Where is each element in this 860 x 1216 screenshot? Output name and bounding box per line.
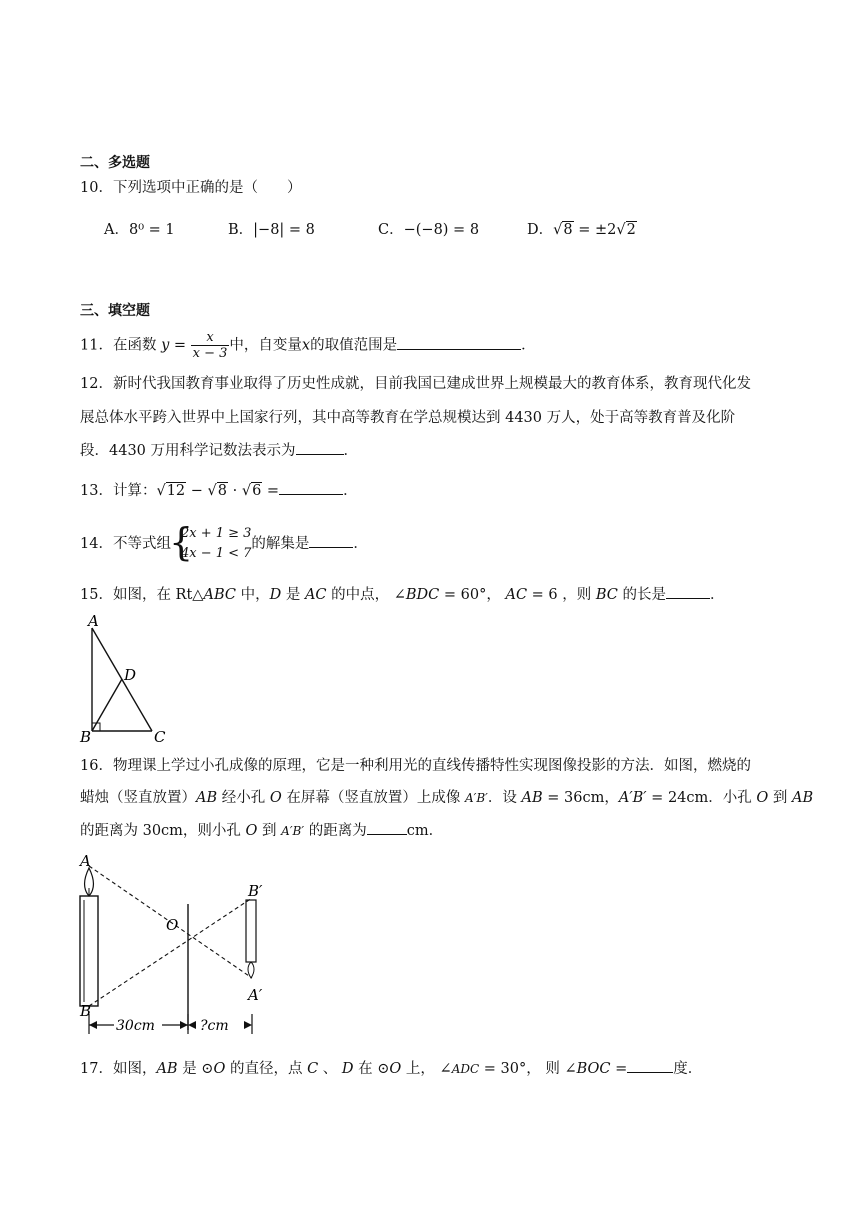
distance-label-unknown: ?cm bbox=[200, 1018, 229, 1034]
label-o: O bbox=[166, 916, 179, 934]
label-a: A bbox=[80, 852, 91, 870]
q17-c: C bbox=[307, 1061, 319, 1077]
question-15 bbox=[80, 584, 725, 605]
q16-ab: AB bbox=[792, 790, 814, 806]
q10-option-b bbox=[228, 220, 315, 240]
answer-blank[interactable] bbox=[627, 1058, 673, 1073]
q16-text: 经小孔 bbox=[217, 790, 270, 806]
q16-text: = 36cm， bbox=[542, 790, 619, 806]
q13-pre: 13．计算： bbox=[80, 483, 157, 499]
q16-text: 的距离为 bbox=[304, 823, 367, 839]
option-label: B． bbox=[228, 222, 254, 238]
q16-unit: cm． bbox=[406, 823, 444, 839]
q11-pre: 11．在函数 bbox=[80, 337, 157, 354]
q15-text: 的长是 bbox=[617, 587, 666, 603]
option-label: C． bbox=[378, 222, 404, 238]
sqrt-sign: √ bbox=[241, 483, 252, 499]
q17-text: 在 ⊙ bbox=[353, 1061, 390, 1077]
q17-text: 17．如图， bbox=[80, 1061, 157, 1077]
answer-blank[interactable] bbox=[309, 533, 353, 548]
label-c: C bbox=[154, 728, 166, 744]
option-expr-mid: = ±2 bbox=[573, 222, 617, 238]
q17-d: D bbox=[341, 1061, 354, 1077]
answer-blank[interactable] bbox=[367, 820, 407, 835]
question-14 bbox=[80, 524, 368, 564]
q15-text: 的中点， ∠ bbox=[326, 587, 406, 603]
distance-label-30cm: 30cm bbox=[116, 1018, 155, 1034]
label-d: D bbox=[124, 666, 137, 684]
q11-end: ． bbox=[521, 337, 536, 354]
q12-line-3-text: 段．4430 万用科学记数法表示为 bbox=[80, 443, 296, 459]
label-a: A bbox=[88, 612, 99, 630]
inequality-1: { 2x + 1 ≥ 3 bbox=[180, 526, 252, 541]
radicand: 6 bbox=[252, 483, 262, 499]
answer-blank[interactable] bbox=[397, 335, 521, 350]
arrowhead bbox=[244, 1021, 252, 1029]
q16-text: ．设 bbox=[487, 790, 522, 806]
question-12-line-1: 12．新时代我国教育事业取得了历史性成就，目前我国已建成世界上规模最大的教育体系，教育现代化发 bbox=[80, 376, 751, 392]
q12-end: ． bbox=[343, 443, 359, 459]
arrowhead bbox=[188, 1021, 196, 1029]
q11-y: y = bbox=[161, 337, 187, 354]
image-candle-flame bbox=[248, 962, 254, 978]
q14-post: 的解集是 bbox=[251, 536, 310, 552]
question-16-line-1: 16．物理课上学过小孔成像的原理，它是一种利用光的直线传播特性实现图像投影的方法．如图，燃烧的 bbox=[80, 758, 751, 774]
question-11 bbox=[80, 330, 536, 361]
q16-o: O bbox=[756, 790, 769, 806]
q17-text: 上， ∠ bbox=[401, 1061, 452, 1077]
q11-post2: 的取值范围是 bbox=[310, 337, 398, 354]
label-b: B bbox=[80, 1002, 92, 1020]
section-heading-fill-in: 三、填空题 bbox=[80, 303, 150, 319]
q17-text: = bbox=[610, 1061, 628, 1077]
q17-text: 是 ⊙ bbox=[177, 1061, 214, 1077]
q10-option-a bbox=[104, 220, 175, 240]
q16-o: O bbox=[269, 790, 282, 806]
option-expr: |−8| = 8 bbox=[253, 222, 315, 238]
fraction-numerator: x bbox=[191, 330, 230, 346]
q17-end: 度． bbox=[673, 1061, 703, 1077]
q17-adc: ADC bbox=[451, 1062, 480, 1076]
q16-apbp: A′B′ bbox=[281, 824, 305, 838]
sqrt-sign: √ bbox=[156, 483, 166, 499]
q10-option-c bbox=[378, 220, 479, 240]
q10-option-d bbox=[527, 220, 637, 240]
image-candle-body bbox=[246, 900, 256, 962]
question-13 bbox=[80, 480, 358, 501]
q16-text: 在屏幕（竖直放置）上成像 bbox=[281, 790, 465, 806]
candle-body bbox=[80, 896, 98, 1006]
q11-var: x bbox=[301, 337, 311, 354]
sqrt-sign: √ bbox=[553, 222, 563, 238]
q15-d: D bbox=[269, 587, 282, 603]
q15-text: 中， bbox=[235, 587, 270, 603]
q15-bc: BC bbox=[595, 587, 618, 603]
arrowhead bbox=[180, 1021, 188, 1029]
q17-ab: AB bbox=[156, 1061, 178, 1077]
inequality-2: 4x − 1 < 7 bbox=[180, 546, 252, 561]
q14-end: ． bbox=[353, 536, 368, 552]
q17-boc: BOC bbox=[576, 1061, 611, 1077]
minus: − bbox=[186, 483, 208, 499]
q17-o: O bbox=[213, 1061, 226, 1077]
q15-bdc: BDC bbox=[405, 587, 440, 603]
sqrt-sign: √ bbox=[207, 483, 217, 499]
q16-apbp: A′B′ bbox=[618, 790, 647, 806]
question-12-line-3 bbox=[80, 440, 358, 461]
option-expr: 8⁰ = 1 bbox=[128, 222, 175, 238]
q16-text: 到 bbox=[257, 823, 282, 839]
q16-ab: AB bbox=[196, 790, 218, 806]
label-a-prime: A′ bbox=[248, 986, 263, 1004]
q16-ab: AB bbox=[521, 790, 543, 806]
q13-end: ． bbox=[343, 483, 358, 499]
q15-text: 是 bbox=[281, 587, 305, 603]
q15-text: = 60°， bbox=[439, 587, 506, 603]
dot: · bbox=[228, 483, 242, 499]
radicand: 8 bbox=[217, 483, 228, 499]
q17-o: O bbox=[389, 1061, 402, 1077]
q11-fraction bbox=[191, 330, 230, 361]
q15-text: = 6 ，则 bbox=[527, 587, 596, 603]
inequality-system bbox=[171, 524, 251, 564]
q16-text: 到 bbox=[768, 790, 792, 806]
q17-text: 、 bbox=[318, 1061, 342, 1077]
ray-b bbox=[89, 898, 252, 1006]
q17-text: 的直径，点 bbox=[225, 1061, 308, 1077]
q16-text: 蜡烛（竖直放置） bbox=[80, 790, 196, 806]
sqrt-sign: √ bbox=[616, 222, 626, 238]
question-16-line-3 bbox=[80, 820, 443, 841]
option-label: D． bbox=[527, 222, 554, 238]
answer-blank[interactable] bbox=[666, 584, 710, 599]
arrowhead bbox=[89, 1021, 97, 1029]
q16-pinhole-figure bbox=[76, 852, 276, 1036]
q15-text: 15．如图，在 Rt△ bbox=[80, 587, 204, 603]
section-heading-multiple-choice: 二、多选题 bbox=[80, 155, 150, 171]
equals: = bbox=[262, 483, 280, 499]
radicand: 8 bbox=[563, 222, 573, 238]
q15-ac: AC bbox=[304, 587, 327, 603]
label-b-prime: B′ bbox=[248, 882, 263, 900]
q16-text: 的距离为 30cm，则小孔 bbox=[80, 823, 246, 839]
q17-text: = 30°， 则 ∠ bbox=[479, 1061, 577, 1077]
q11-post: 中，自变量 bbox=[229, 337, 302, 354]
q16-text: = 24cm．小孔 bbox=[646, 790, 757, 806]
option-expr: −(−8) = 8 bbox=[403, 222, 480, 238]
question-17 bbox=[80, 1058, 702, 1079]
radicand: 2 bbox=[626, 222, 636, 238]
fraction-denominator: x − 3 bbox=[192, 346, 228, 361]
question-10-stem: 10．下列选项中正确的是（ ） bbox=[80, 180, 302, 196]
question-16-line-2 bbox=[80, 788, 813, 808]
option-label: A． bbox=[104, 222, 129, 238]
q16-o: O bbox=[245, 823, 258, 839]
q16-apbp: A′B′ bbox=[464, 791, 488, 805]
radicand: 12 bbox=[166, 483, 186, 499]
q15-end: ． bbox=[710, 587, 725, 603]
q15-triangle-figure bbox=[78, 612, 178, 744]
q14-pre: 14．不等式组 bbox=[80, 536, 171, 552]
label-b: B bbox=[80, 728, 92, 744]
answer-blank[interactable] bbox=[279, 480, 343, 495]
question-12-line-2: 展总体水平跨入世界中上国家行列，其中高等教育在学总规模达到 4430 万人，处于高等教育普及化阶 bbox=[80, 410, 736, 426]
q15-ac: AC bbox=[505, 587, 528, 603]
q15-abc: ABC bbox=[203, 587, 236, 603]
answer-blank[interactable] bbox=[296, 440, 344, 455]
